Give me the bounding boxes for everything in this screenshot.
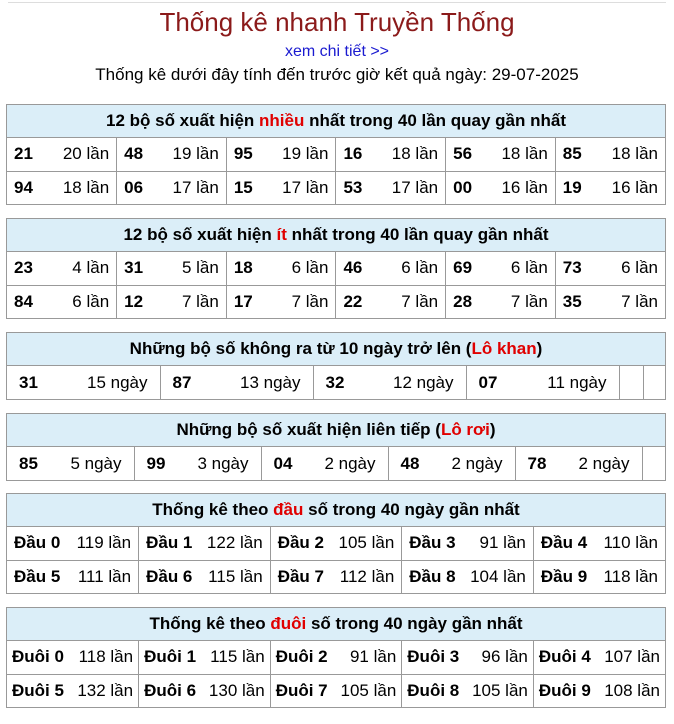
count-value: 2 ngày: [324, 453, 376, 473]
most-frequent-heading: [7, 105, 665, 138]
count-value: 105 lần: [472, 680, 528, 700]
table-cell: [336, 285, 446, 318]
table-cell: [446, 285, 556, 318]
number-value: 19: [562, 177, 582, 197]
count-value: 6 lần: [510, 258, 548, 278]
count-value: 118 lần: [78, 647, 134, 667]
number-value: Thống kê theo: [149, 614, 271, 633]
count-value: 115 lần: [208, 566, 263, 586]
count-value: 18 lần: [611, 144, 658, 164]
count-value: 16 lần: [611, 177, 658, 197]
number-value: 73: [562, 258, 582, 278]
number-value: 12: [124, 291, 144, 311]
digit-label: Đầu 7: [277, 566, 324, 586]
table-cell: [446, 138, 556, 171]
number-value: Thống kê theo: [152, 500, 274, 519]
count-value: 5 ngày: [70, 453, 122, 473]
number-value: đầu: [273, 500, 304, 519]
table-row: [7, 674, 665, 707]
table-cell: [402, 560, 534, 593]
count-value: 110 lần: [603, 533, 658, 553]
count-value: 132 lần: [77, 680, 134, 700]
table-cell: [139, 641, 271, 674]
count-value: 19 lần: [282, 144, 329, 164]
digit-label: Đầu 4: [540, 533, 588, 553]
digit-label: Đầu 5: [14, 566, 61, 586]
table-cell: [7, 447, 134, 480]
table-cell: [446, 252, 556, 285]
stats-description: Thống kê dưới đây tính đến trước giờ kết quả ngày: 29-07-2025: [95, 65, 579, 84]
table-cell: [226, 285, 336, 318]
number-value: ): [489, 420, 496, 439]
number-value: 31: [124, 258, 144, 278]
table-cell: [261, 447, 388, 480]
count-value: 6 lần: [621, 258, 658, 278]
count-value: 2 ngày: [578, 453, 630, 473]
number-value: 85: [19, 453, 38, 473]
count-value: 118 lần: [603, 566, 658, 586]
digit-label: Đầu 6: [146, 566, 193, 586]
number-value: Lô rơi: [440, 420, 490, 439]
page-title: Thống kê nhanh Truyền Thống: [159, 7, 515, 37]
digit-label: Đuôi 7: [275, 680, 328, 700]
table-cell: [7, 138, 117, 171]
number-value: 07: [478, 372, 498, 392]
lo-khan-table: [7, 366, 665, 399]
number-value: 46: [343, 258, 363, 278]
count-value: 11 ngày: [547, 372, 607, 392]
count-value: 2 ngày: [451, 453, 503, 473]
table-cell: [336, 171, 446, 204]
table-row: [7, 252, 665, 285]
table-cell: [7, 560, 139, 593]
number-value: 35: [562, 291, 582, 311]
number-value: 04: [273, 453, 293, 473]
table-cell: [402, 527, 534, 560]
table-cell: [555, 285, 665, 318]
count-value: 5 lần: [181, 258, 219, 278]
number-value: nhiều: [259, 111, 305, 130]
lo-roi-section: [6, 413, 666, 481]
most-frequent-table: [7, 138, 665, 204]
number-value: 21: [14, 144, 33, 164]
number-value: 48: [124, 144, 144, 164]
number-value: 16: [343, 144, 363, 164]
count-value: 17 lần: [172, 177, 219, 197]
number-value: 94: [14, 177, 33, 197]
table-cell: [117, 252, 227, 285]
count-value: 16 lần: [501, 177, 548, 197]
number-value: 28: [453, 291, 473, 311]
table-cell: [555, 252, 665, 285]
table-cell: [7, 366, 160, 399]
number-value: 69: [453, 258, 473, 278]
count-value: 7 lần: [621, 291, 658, 311]
table-cell: [117, 285, 227, 318]
count-value: 7 lần: [181, 291, 219, 311]
table-cell: [533, 641, 665, 674]
number-value: 95: [233, 144, 253, 164]
lo-roi-table: [7, 447, 665, 480]
least-frequent-section: [6, 218, 666, 319]
table-cell: [139, 527, 271, 560]
digit-label: Đuôi 6: [144, 680, 197, 700]
table-cell: [388, 447, 515, 480]
lo-roi-heading: [7, 414, 665, 447]
count-value: 7 lần: [401, 291, 439, 311]
table-cell: [7, 252, 117, 285]
number-value: 87: [172, 372, 192, 392]
number-value: Những bộ số không ra từ 10 ngày trở lên (: [129, 339, 472, 358]
digit-label: Đầu 2: [277, 533, 324, 553]
lo-khan-section: [6, 332, 666, 400]
empty-cell: [643, 366, 665, 399]
count-value: 13 ngày: [240, 372, 301, 392]
page-header: [0, 5, 674, 86]
number-value: 53: [343, 177, 363, 197]
number-value: 31: [19, 372, 38, 392]
empty-cell: [642, 447, 665, 480]
count-value: 3 ngày: [197, 453, 249, 473]
dau-heading: [7, 494, 665, 527]
count-value: 104 lần: [470, 566, 526, 586]
digit-label: Đuôi 9: [538, 680, 591, 700]
table-cell: [226, 252, 336, 285]
count-value: 6 lần: [72, 291, 110, 311]
number-value: đuôi: [270, 614, 307, 633]
number-value: 18: [233, 258, 253, 278]
number-value: 12 bộ số xuất hiện: [123, 225, 277, 244]
count-value: 130 lần: [208, 680, 265, 700]
least-frequent-heading: [7, 219, 665, 252]
table-cell: [7, 171, 117, 204]
table-cell: [270, 674, 402, 707]
top-rule: [8, 2, 666, 3]
number-value: nhất trong 40 lần quay gần nhất: [304, 111, 567, 130]
number-value: 84: [14, 291, 33, 311]
digit-label: Đuôi 2: [275, 647, 328, 667]
digit-label: Đuôi 4: [538, 647, 591, 667]
count-value: 91 lần: [479, 533, 526, 553]
table-row: [7, 447, 665, 480]
table-cell: [555, 138, 665, 171]
table-cell: [7, 674, 139, 707]
view-details-link[interactable]: xem chi tiết >>: [284, 43, 390, 60]
count-value: 115 lần: [210, 647, 265, 667]
table-cell: [313, 366, 466, 399]
count-value: 96 lần: [481, 647, 528, 667]
table-cell: [117, 138, 227, 171]
table-cell: [117, 171, 227, 204]
number-value: Lô khan: [471, 339, 537, 358]
count-value: 119 lần: [76, 533, 132, 553]
dau-table: [7, 527, 665, 593]
count-value: 15 ngày: [87, 372, 148, 392]
count-value: 108 lần: [604, 680, 660, 700]
number-value: 12 bộ số xuất hiện: [105, 111, 260, 130]
count-value: 4 lần: [72, 258, 110, 278]
table-cell: [226, 138, 336, 171]
table-cell: [7, 527, 139, 560]
digit-label: Đuôi 1: [144, 647, 197, 667]
table-cell: [139, 560, 271, 593]
count-value: 7 lần: [291, 291, 329, 311]
count-value: 107 lần: [604, 647, 660, 667]
number-value: nhất trong 40 lần quay gần nhất: [286, 225, 549, 244]
table-cell: [515, 447, 642, 480]
count-value: 19 lần: [172, 144, 219, 164]
table-cell: [7, 641, 139, 674]
count-value: 91 lần: [349, 647, 397, 667]
number-value: 99: [146, 453, 166, 473]
number-value: 23: [14, 258, 33, 278]
count-value: 17 lần: [391, 177, 439, 197]
table-row: [7, 366, 665, 399]
most-frequent-section: [6, 104, 666, 205]
duoi-table: [7, 641, 665, 707]
table-cell: [270, 560, 402, 593]
count-value: 7 lần: [510, 291, 548, 311]
table-cell: [336, 138, 446, 171]
table-cell: [139, 674, 271, 707]
number-value: 00: [453, 177, 473, 197]
number-value: 85: [562, 144, 582, 164]
number-value: ): [536, 339, 543, 358]
digit-label: Đầu 0: [14, 533, 61, 553]
number-value: 48: [400, 453, 420, 473]
table-cell: [533, 527, 665, 560]
empty-cell: [619, 366, 643, 399]
count-value: 18 lần: [501, 144, 548, 164]
dau-section: [6, 493, 666, 594]
count-value: 111 lần: [77, 566, 132, 586]
table-row: [7, 138, 665, 171]
table-cell: [555, 171, 665, 204]
digit-label: Đầu 8: [409, 566, 456, 586]
digit-label: Đầu 1: [146, 533, 193, 553]
table-cell: [533, 674, 665, 707]
count-value: 6 lần: [401, 258, 439, 278]
least-frequent-table: [7, 252, 665, 318]
number-value: số trong 40 ngày gần nhất: [306, 614, 523, 633]
count-value: 18 lần: [62, 177, 110, 197]
digit-label: Đuôi 8: [407, 680, 460, 700]
number-value: 22: [343, 291, 363, 311]
number-value: 56: [453, 144, 473, 164]
number-value: 17: [233, 291, 253, 311]
number-value: Những bộ số xuất hiện liên tiếp (: [176, 420, 441, 439]
count-value: 105 lần: [338, 533, 395, 553]
number-value: số trong 40 ngày gần nhất: [303, 500, 520, 519]
count-value: 122 lần: [206, 533, 263, 553]
count-value: 18 lần: [391, 144, 439, 164]
count-value: 6 lần: [291, 258, 329, 278]
number-value: 78: [527, 453, 547, 473]
lo-khan-heading: [7, 333, 665, 366]
table-cell: [336, 252, 446, 285]
count-value: 112 lần: [339, 566, 395, 586]
duoi-heading: [7, 608, 665, 641]
table-row: [7, 285, 665, 318]
table-cell: [270, 641, 402, 674]
count-value: 20 lần: [62, 144, 110, 164]
number-value: 32: [325, 372, 345, 392]
table-cell: [402, 641, 534, 674]
number-value: ít: [276, 225, 287, 244]
table-row: [7, 171, 665, 204]
table-row: [7, 560, 665, 593]
table-cell: [446, 171, 556, 204]
table-cell: [134, 447, 261, 480]
number-value: 15: [233, 177, 253, 197]
table-row: [7, 641, 665, 674]
digit-label: Đuôi 3: [407, 647, 460, 667]
count-value: 105 lần: [340, 680, 397, 700]
digit-label: Đuôi 0: [12, 647, 64, 667]
table-cell: [226, 171, 336, 204]
table-cell: [402, 674, 534, 707]
count-value: 17 lần: [282, 177, 329, 197]
digit-label: Đuôi 5: [12, 680, 64, 700]
table-cell: [466, 366, 619, 399]
count-value: 12 ngày: [393, 372, 454, 392]
digit-label: Đầu 3: [409, 533, 456, 553]
table-cell: [270, 527, 402, 560]
table-cell: [7, 285, 117, 318]
number-value: 06: [124, 177, 144, 197]
table-cell: [533, 560, 665, 593]
duoi-section: [6, 607, 666, 708]
table-row: [7, 527, 665, 560]
digit-label: Đầu 9: [540, 566, 588, 586]
table-cell: [160, 366, 313, 399]
